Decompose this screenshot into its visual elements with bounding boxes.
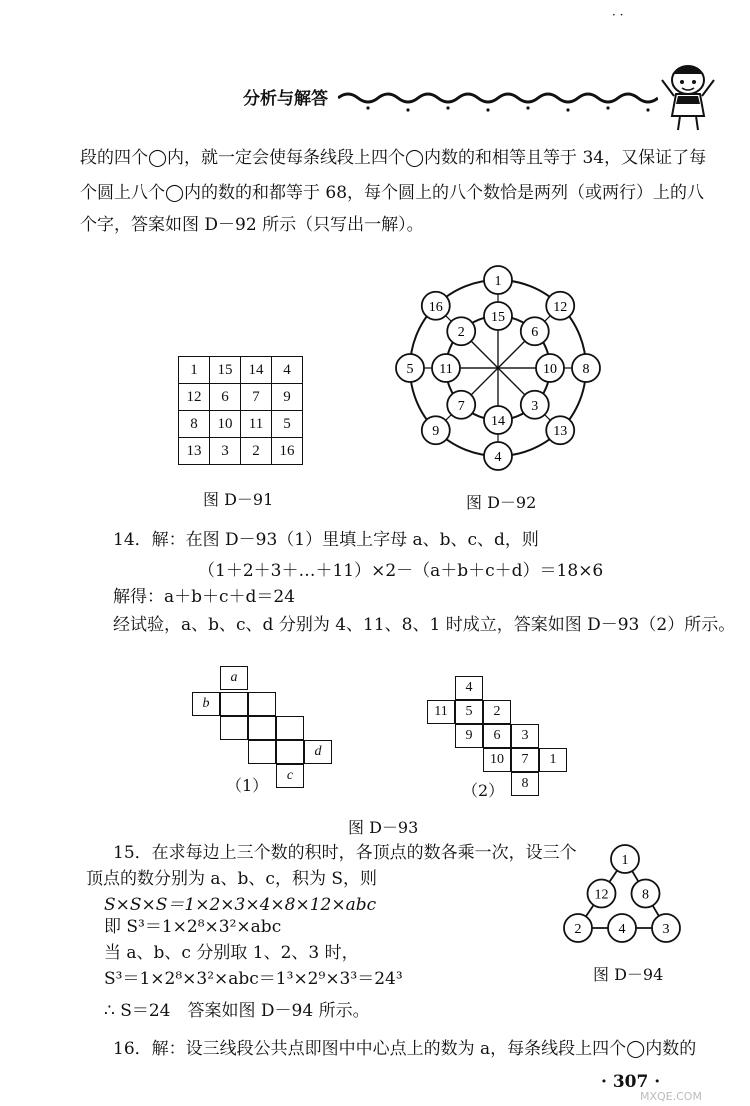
svg-text:2: 2 [574, 922, 582, 937]
net-number-cell: 11 [427, 700, 455, 724]
net-number-cell: 7 [511, 748, 539, 772]
q15-line-1: 15．在求每边上三个数的积时，各顶点的数各乘一次，设三个 [113, 843, 577, 863]
net-number-cell: 4 [455, 676, 483, 700]
figure-caption-d92: 图 D－92 [466, 493, 537, 512]
net-number-cell: 1 [539, 748, 567, 772]
intro-line-3: 个字，答案如图 D－92 所示（只写出一解）。 [80, 215, 424, 235]
net-cell-d: d [304, 740, 332, 764]
q14-line-2: （1＋2＋3＋…＋11）×2－（a＋b＋c＋d）＝18×6 [198, 561, 604, 581]
figure-caption-d94: 图 D－94 [593, 965, 664, 984]
svg-text:6: 6 [531, 325, 539, 341]
grid-cell: 7 [241, 384, 272, 411]
circle-diagram-d92 [390, 262, 610, 472]
q14-line-3: 解得：a＋b＋c＋d＝24 [113, 587, 296, 607]
outer-node [484, 266, 512, 294]
inner-node [536, 354, 564, 382]
q15-line-7: ∴ S＝24 答案如图 D－94 所示。 [104, 1001, 370, 1021]
outer-node [546, 292, 574, 320]
svg-text:8: 8 [582, 362, 590, 377]
outer-node [422, 416, 450, 444]
inner-node [447, 317, 475, 345]
grid-cell: 5 [272, 411, 303, 438]
net-cell [276, 740, 304, 764]
net-number-cell: 10 [483, 748, 511, 772]
figure-caption-d91: 图 D－91 [203, 490, 274, 509]
net-cell [248, 716, 276, 740]
svg-text:15: 15 [491, 310, 505, 325]
figure-caption-d93: 图 D－93 [348, 818, 419, 837]
grid-cell: 14 [241, 357, 272, 384]
svg-text:2: 2 [457, 325, 465, 341]
watermark: MXQE.COM [640, 1090, 702, 1103]
q14-line-4: 经试验，a、b、c、d 分别为 4、11、8、1 时成立，答案如图 D－93（2）所示。 [113, 615, 736, 635]
grid-cell: 8 [179, 411, 210, 438]
net-cell [248, 740, 276, 764]
svg-text:12: 12 [553, 299, 568, 315]
triangle-node [611, 845, 639, 873]
q15-line-5: 当 a、b、c 分别取 1、2、3 时， [104, 943, 359, 963]
grid-cell: 15 [210, 357, 241, 384]
inner-node [447, 391, 475, 419]
inner-node [521, 391, 549, 419]
outer-node [396, 354, 424, 382]
svg-text:4: 4 [618, 922, 626, 937]
triangle-node [632, 880, 660, 908]
svg-text:7: 7 [457, 398, 465, 414]
grid-cell: 10 [210, 411, 241, 438]
net-number-cell: 6 [483, 724, 511, 748]
grid-cell: 13 [179, 438, 210, 465]
svg-text:16: 16 [428, 299, 443, 315]
grid-cell: 16 [272, 438, 303, 465]
grid-cell: 9 [272, 384, 303, 411]
outer-node [484, 442, 512, 470]
svg-text:10: 10 [543, 362, 557, 377]
net-cell [220, 692, 248, 716]
grid-cell: 3 [210, 438, 241, 465]
grid-cell: 6 [210, 384, 241, 411]
svg-text:4: 4 [494, 450, 502, 465]
q16-line-1: 16．解：设三线段公共点即图中中心点上的数为 a，每条线段上四个◯内数的 [113, 1039, 697, 1059]
cartoon-kid-icon [660, 60, 716, 134]
triangle-diagram-d94 [555, 840, 695, 950]
svg-text:14: 14 [491, 414, 505, 429]
page-number: · 307 · [601, 1072, 661, 1092]
outer-node [546, 416, 574, 444]
q15-line-4: 即 S³＝1×2⁸×3²×abc [104, 917, 282, 937]
grid-cell: 12 [179, 384, 210, 411]
svg-text:8: 8 [642, 887, 649, 903]
inner-node [521, 317, 549, 345]
wavy-decoration [338, 86, 658, 116]
q14-line-1: 14．解：在图 D－93（1）里填上字母 a、b、c、d，则 [113, 530, 539, 550]
grid-cell: 1 [179, 357, 210, 384]
subfigure-label-1: （1） [226, 776, 269, 795]
svg-text:5: 5 [406, 362, 414, 377]
net-cell-c: c [276, 764, 304, 788]
outer-node [422, 292, 450, 320]
grid-cell: 4 [272, 357, 303, 384]
svg-text:13: 13 [553, 424, 568, 440]
inner-node [484, 302, 512, 330]
net-cell [248, 692, 276, 716]
triangle-node [608, 914, 636, 942]
magic-square-grid [178, 356, 303, 465]
triangle-node [564, 914, 592, 942]
outer-node [572, 354, 600, 382]
intro-line-2: 个圆上八个◯内的数的和都等于 68，每个圆上的八个数恰是两列（或两行）上的八 [80, 183, 705, 203]
svg-text:1: 1 [494, 274, 502, 289]
svg-text:9: 9 [432, 424, 440, 440]
net-cell-b: b [192, 692, 220, 716]
triangle-node [652, 914, 680, 942]
net-number-cell: 5 [455, 700, 483, 724]
triangle-node [588, 880, 616, 908]
net-cell [220, 716, 248, 740]
net-number-cell: 9 [455, 724, 483, 748]
grid-cell: 11 [241, 411, 272, 438]
svg-text:3: 3 [531, 398, 539, 414]
intro-line-1: 段的四个◯内，就一定会使每条线段上四个◯内数的和相等且等于 34，又保证了每 [80, 148, 707, 168]
net-cell-a: a [220, 666, 248, 690]
section-title: 分析与解答 [243, 89, 328, 109]
subfigure-label-2: （2） [462, 781, 505, 800]
net-number-cell: 3 [511, 724, 539, 748]
grid-cell: 2 [241, 438, 272, 465]
svg-text:11: 11 [439, 362, 453, 377]
corner-mark: · · [612, 8, 624, 22]
inner-node [484, 406, 512, 434]
inner-node [432, 354, 460, 382]
svg-text:3: 3 [662, 922, 670, 937]
q15-line-2: 顶点的数分别为 a、b、c，积为 S，则 [86, 869, 377, 889]
svg-text:12: 12 [594, 887, 609, 903]
q15-line-6: S³＝1×2⁸×3²×abc＝1³×2⁹×3³＝24³ [104, 969, 403, 989]
net-number-cell: 2 [483, 700, 511, 724]
svg-text:1: 1 [621, 853, 629, 868]
q15-line-3: S×S×S＝1×2×3×4×8×12×abc [104, 895, 377, 915]
net-number-cell: 8 [511, 772, 539, 796]
net-cell [276, 716, 304, 740]
